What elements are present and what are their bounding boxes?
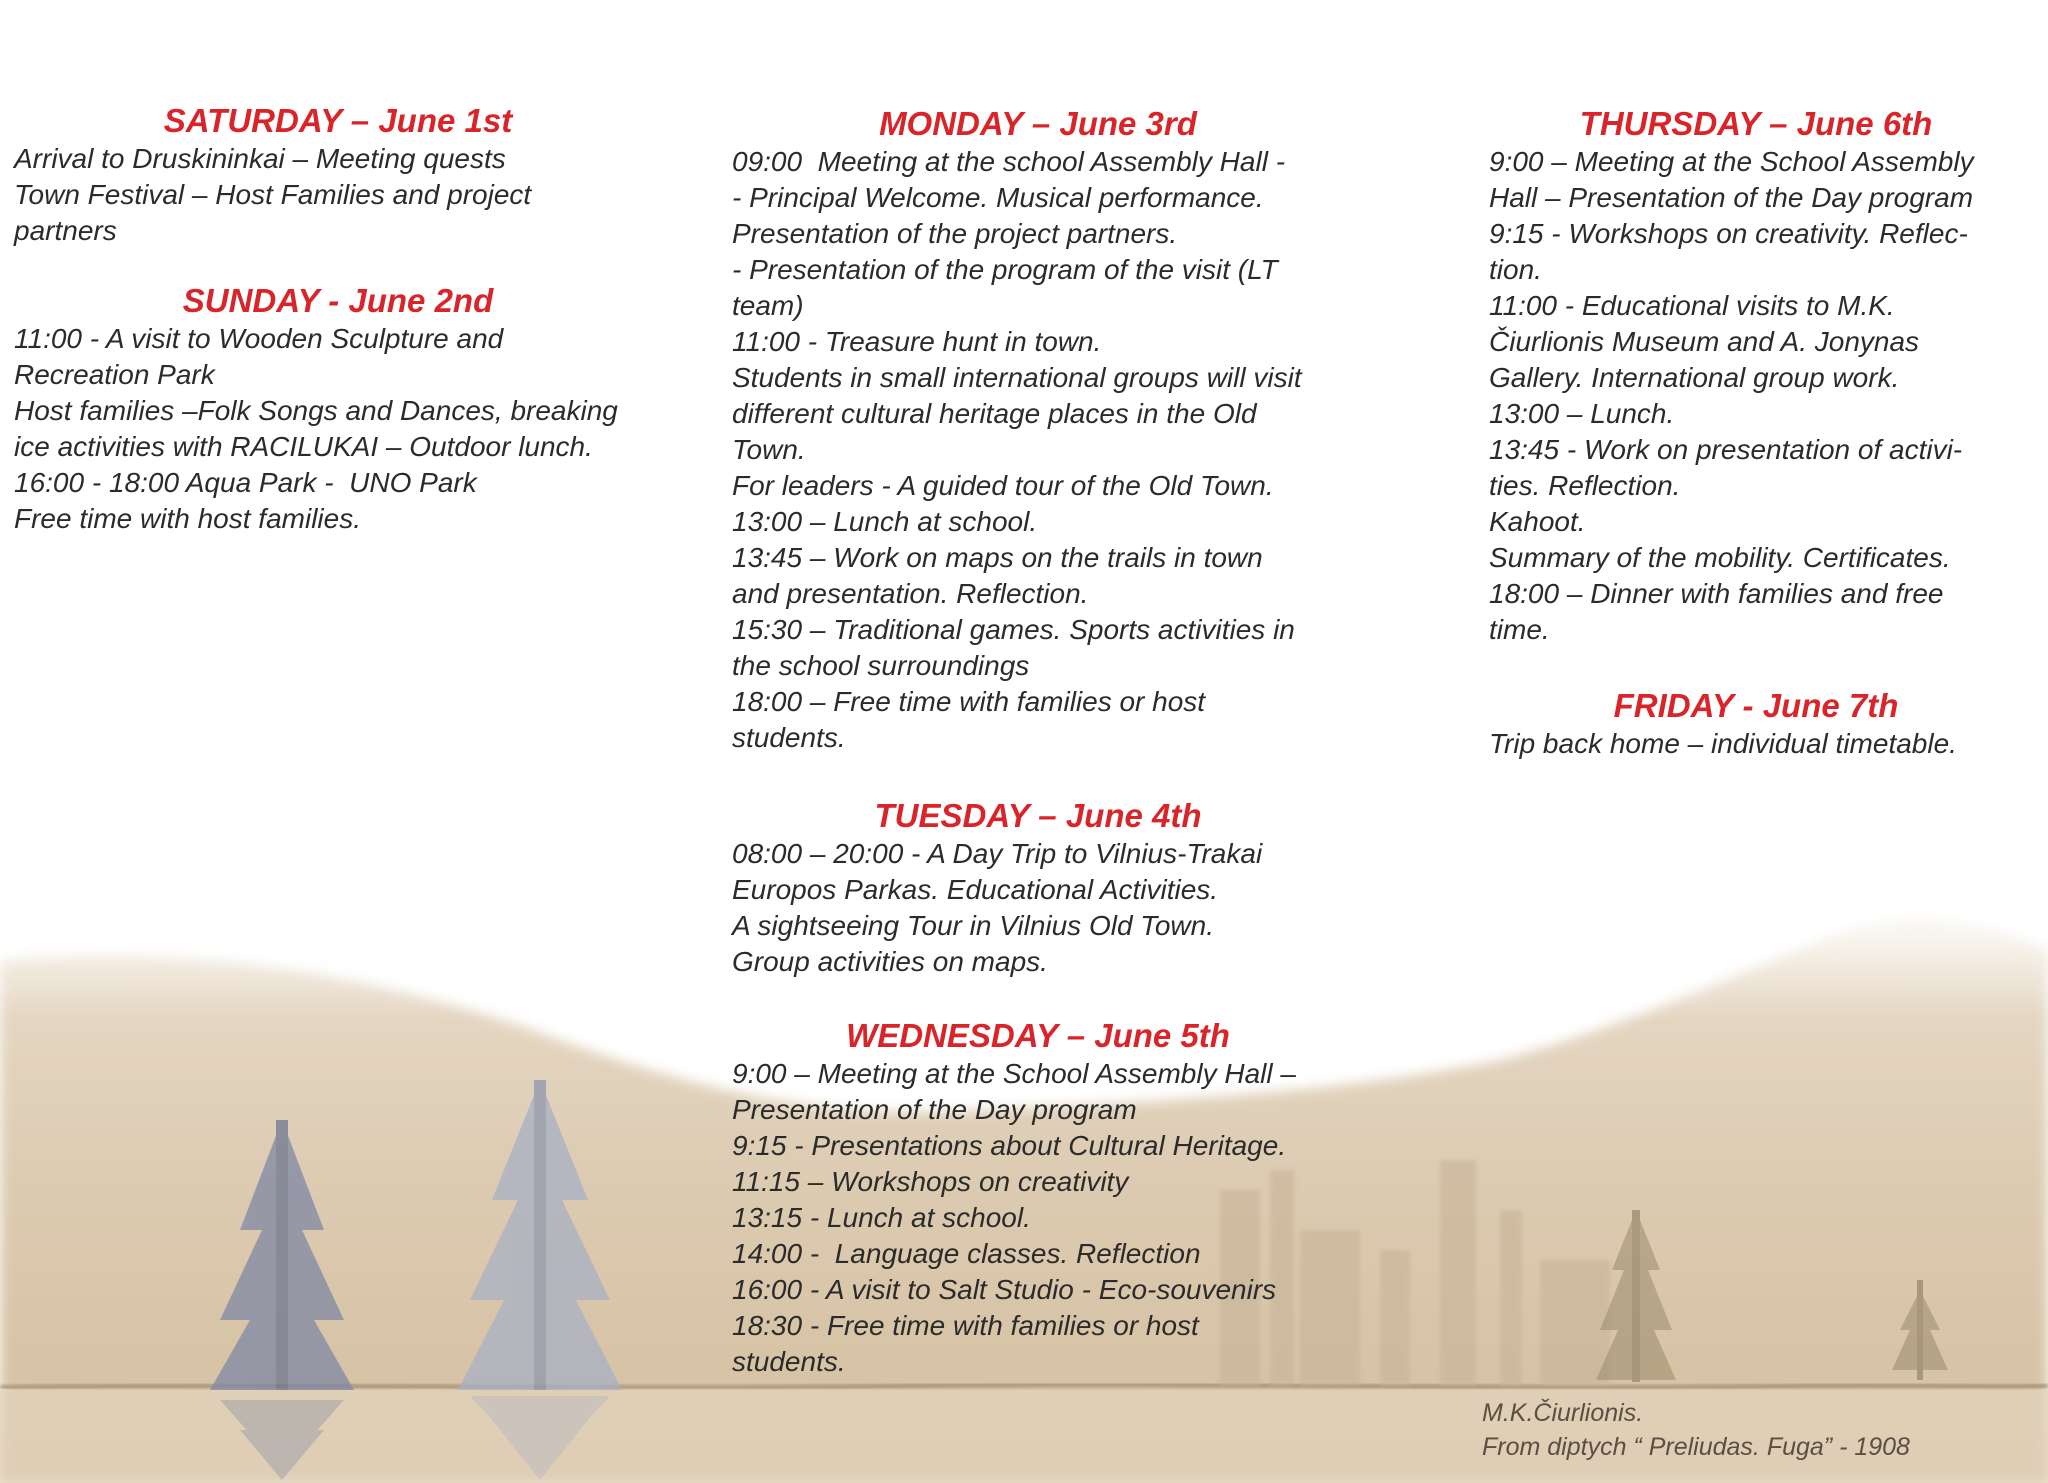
schedule-line: 13:00 – Lunch. <box>1489 398 1675 429</box>
schedule-line: 9:15 - Presentations about Cultural Heritage. <box>732 1130 1287 1161</box>
schedule-line: ties. Reflection. <box>1489 470 1681 501</box>
schedule-line: partners <box>14 215 117 246</box>
schedule-line: 13:45 – Work on maps on the trails in town <box>732 542 1263 573</box>
day-heading: THURSDAY – June 6th <box>1579 105 1933 142</box>
column-right <box>1489 104 2023 762</box>
schedule-line: team) <box>732 290 804 321</box>
day-monday <box>732 104 1344 756</box>
spacer <box>732 980 1344 1016</box>
day-thursday <box>1489 104 2023 648</box>
caption-artist: M.K.Čiurlionis. <box>1482 1399 1644 1427</box>
schedule-line: 08:00 – 20:00 - A Day Trip to Vilnius-Trakai <box>732 838 1263 869</box>
spacer <box>1489 648 2023 686</box>
schedule-line: Presentation of the project partners. <box>732 218 1178 249</box>
schedule-line: 9:00 – Meeting at the School Assembly <box>1489 146 1974 177</box>
schedule-line: Host families –Folk Songs and Dances, breaking <box>14 395 618 426</box>
caption-title: From diptych “ Preliudas. Fuga” - 1908 <box>1482 1433 1910 1461</box>
schedule-line: 16:00 - 18:00 Aqua Park - UNO Park <box>14 467 477 498</box>
schedule-line: 18:00 – Dinner with families and free <box>1489 578 1944 609</box>
schedule-line: 16:00 - A visit to Salt Studio - Eco-souvenirs <box>732 1274 1277 1305</box>
day-heading: SATURDAY – June 1st <box>163 102 513 139</box>
schedule-line: 11:00 - Educational visits to M.K. <box>1489 290 1895 321</box>
schedule-line: tion. <box>1489 254 1542 285</box>
day-heading: WEDNESDAY – June 5th <box>846 1017 1230 1054</box>
schedule-line: Hall – Presentation of the Day program <box>1489 182 1974 213</box>
painting-caption <box>1482 1396 1910 1464</box>
schedule-line: 11:15 – Workshops on creativity <box>732 1166 1129 1197</box>
schedule-line: students. <box>732 722 846 753</box>
day-tuesday <box>732 796 1344 980</box>
schedule-line: A sightseeing Tour in Vilnius Old Town. <box>732 910 1214 941</box>
schedule-line: 9:15 - Workshops on creativity. Reflec- <box>1489 218 1968 249</box>
spacer <box>732 756 1344 796</box>
schedule-line: Free time with host families. <box>14 503 361 534</box>
spacer <box>14 249 662 281</box>
day-heading: SUNDAY - June 2nd <box>182 282 494 319</box>
schedule-line: 11:00 - A visit to Wooden Sculpture and <box>14 323 504 354</box>
schedule-line: Summary of the mobility. Certificates. <box>1489 542 1951 573</box>
schedule-line: - Principal Welcome. Musical performance. <box>732 182 1264 213</box>
schedule-line: 14:00 - Language classes. Reflection <box>732 1238 1201 1269</box>
schedule-line: Kahoot. <box>1489 506 1586 537</box>
schedule-line: Trip back home – individual timetable. <box>1489 728 1957 759</box>
schedule-line: 13:00 – Lunch at school. <box>732 506 1038 537</box>
day-heading: TUESDAY – June 4th <box>874 797 1202 834</box>
schedule-line: 09:00 Meeting at the school Assembly Hall - <box>732 146 1286 177</box>
schedule-line: 13:15 - Lunch at school. <box>732 1202 1031 1233</box>
schedule-line: 13:45 - Work on presentation of activi- <box>1489 434 1963 465</box>
schedule-line: Gallery. International group work. <box>1489 362 1900 393</box>
schedule-line: Čiurlionis Museum and A. Jonynas <box>1489 326 1920 357</box>
schedule-line: Europos Parkas. Educational Activities. <box>732 874 1219 905</box>
schedule-line: Students in small international groups will visit <box>732 362 1302 393</box>
schedule-line: Group activities on maps. <box>732 946 1048 977</box>
schedule-line: and presentation. Reflection. <box>732 578 1089 609</box>
day-saturday <box>14 101 662 249</box>
schedule-line: 15:30 – Traditional games. Sports activities in <box>732 614 1295 645</box>
schedule-line: Recreation Park <box>14 359 215 390</box>
schedule-line: Presentation of the Day program <box>732 1094 1137 1125</box>
schedule-line: Arrival to Druskininkai – Meeting quests <box>14 143 506 174</box>
schedule-line: - Presentation of the program of the visit (LT <box>732 254 1278 285</box>
schedule-line: Town. <box>732 434 806 465</box>
schedule-line: the school surroundings <box>732 650 1030 681</box>
schedule-line: For leaders - A guided tour of the Old Town. <box>732 470 1274 501</box>
day-wednesday <box>732 1016 1344 1380</box>
schedule-line: 11:00 - Treasure hunt in town. <box>732 326 1102 357</box>
column-left <box>14 101 662 537</box>
day-friday <box>1489 686 2023 762</box>
schedule-line: 18:30 - Free time with families or host <box>732 1310 1199 1341</box>
day-heading: MONDAY – June 3rd <box>879 105 1197 142</box>
schedule-line: Town Festival – Host Families and project <box>14 179 532 210</box>
schedule-line: 18:00 – Free time with families or host <box>732 686 1206 717</box>
day-heading: FRIDAY - June 7th <box>1613 687 1899 724</box>
schedule-line: time. <box>1489 614 1550 645</box>
schedule-line: 9:00 – Meeting at the School Assembly Hall – <box>732 1058 1296 1089</box>
column-middle <box>732 104 1344 1380</box>
schedule-line: different cultural heritage places in the Old <box>732 398 1257 429</box>
schedule-line: ice activities with RACILUKAI – Outdoor lunch. <box>14 431 593 462</box>
day-sunday <box>14 281 662 537</box>
schedule-line: students. <box>732 1346 846 1377</box>
